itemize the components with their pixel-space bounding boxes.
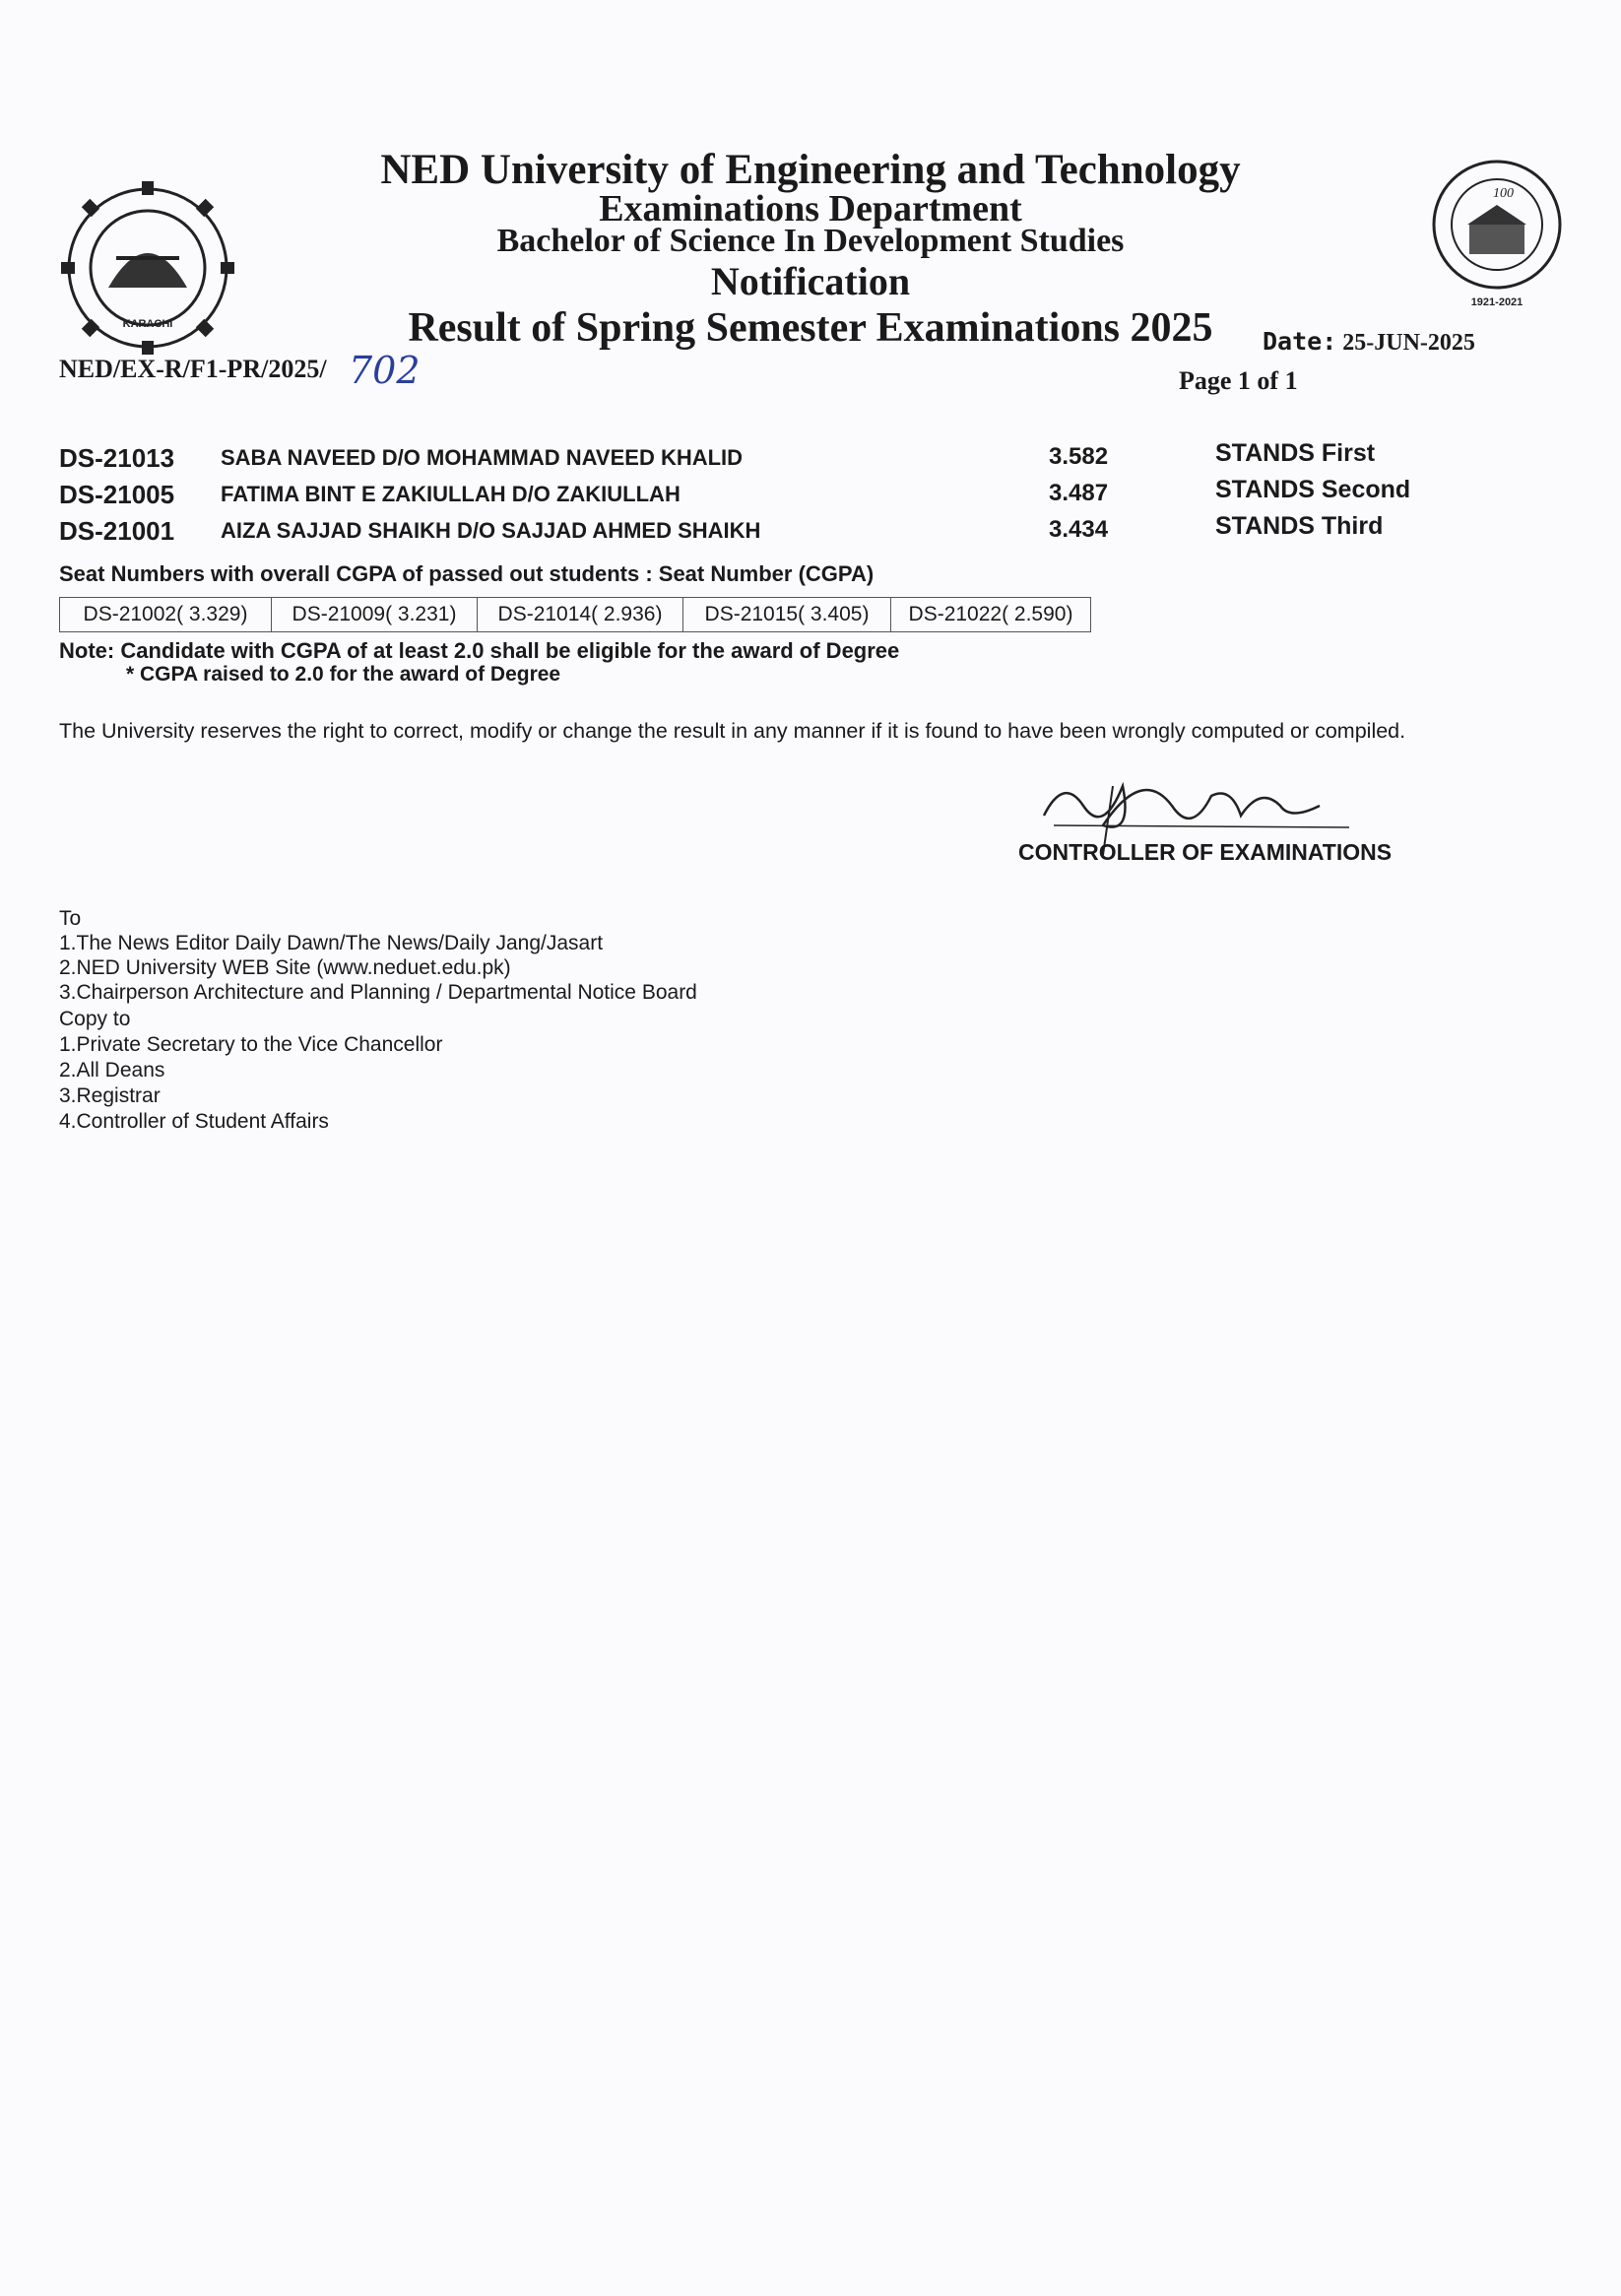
university-name: NED University of Engineering and Technology <box>380 147 1241 193</box>
to-item: 2.NED University WEB Site (www.neduet.edu.pk) <box>59 956 511 979</box>
to-label: To <box>59 907 82 930</box>
date-label: Date: <box>1263 327 1337 356</box>
date-value: 25-JUN-2025 <box>1342 330 1475 356</box>
department-name: Examinations Department <box>599 188 1022 230</box>
university-disclaimer: The University reserves the right to correct, modify or change the result in any manner if it is found to have been wrongly computed or compiled. <box>59 719 1406 743</box>
topper-name: SABA NAVEED D/O MOHAMMAD NAVEED KHALID <box>221 445 744 470</box>
topper-cgpa: 3.434 <box>1049 516 1109 543</box>
topper-seat: DS-21005 <box>59 480 175 509</box>
reference-number: NED/EX-R/F1-PR/2025/ <box>59 355 327 383</box>
svg-text:KARACHI: KARACHI <box>122 318 173 330</box>
eligibility-note: Note: Candidate with CGPA of at least 2.0 shall be eligible for the award of Degree <box>59 638 900 663</box>
copy-item: 2.All Deans <box>59 1059 165 1082</box>
topper-seat: DS-21001 <box>59 516 175 546</box>
topper-stand: STANDS Third <box>1215 512 1384 540</box>
copy-item: 4.Controller of Student Affairs <box>59 1110 329 1133</box>
programme-name: Bachelor of Science In Development Studies <box>496 223 1125 259</box>
copy-item: 1.Private Secretary to the Vice Chancellor <box>59 1033 443 1056</box>
cgpa-raised-note: * CGPA raised to 2.0 for the award of Degree <box>126 663 561 686</box>
topper-row <box>59 439 1438 477</box>
handwritten-reference-number: 702 <box>349 349 421 392</box>
svg-text:1921-2021: 1921-2021 <box>1470 296 1524 308</box>
to-item: 3.Chairperson Architecture and Planning / Departmental Notice Board <box>59 981 697 1004</box>
topper-seat: DS-21013 <box>59 443 175 473</box>
topper-cgpa: 3.487 <box>1049 480 1109 506</box>
result-title: Result of Spring Semester Examinations 2025 <box>408 305 1213 351</box>
passed-students-heading: Seat Numbers with overall CGPA of passed out students : Seat Number (CGPA) <box>59 561 875 586</box>
controller-title: CONTROLLER OF EXAMINATIONS <box>1018 839 1393 865</box>
notification-title: Notification <box>710 259 911 303</box>
topper-name: AIZA SAJJAD SHAIKH D/O SAJJAD AHMED SHAIKH <box>221 518 761 543</box>
topper-row <box>59 512 1438 550</box>
passed-seat-cell: DS-21002( 3.329) <box>60 598 272 632</box>
passed-students-table <box>59 597 1091 632</box>
passed-seat-cell: DS-21009( 3.231) <box>272 598 478 632</box>
topper-stand: STANDS Second <box>1215 476 1411 503</box>
passed-seat-cell: DS-21015( 3.405) <box>683 598 891 632</box>
svg-text:100: 100 <box>1493 186 1514 201</box>
topper-stand: STANDS First <box>1215 439 1376 467</box>
topper-row <box>59 476 1438 513</box>
topper-cgpa: 3.582 <box>1049 443 1109 470</box>
page-indicator: Page 1 of 1 <box>1179 366 1298 395</box>
notification-date <box>1263 327 1475 357</box>
to-item: 1.The News Editor Daily Dawn/The News/Daily Jang/Jasart <box>59 932 604 954</box>
passed-seat-cell: DS-21022( 2.590) <box>891 598 1091 632</box>
copy-item: 3.Registrar <box>59 1084 161 1107</box>
passed-seat-cell: DS-21014( 2.936) <box>478 598 683 632</box>
topper-name: FATIMA BINT E ZAKIULLAH D/O ZAKIULLAH <box>221 482 681 506</box>
copy-to-label: Copy to <box>59 1008 131 1030</box>
